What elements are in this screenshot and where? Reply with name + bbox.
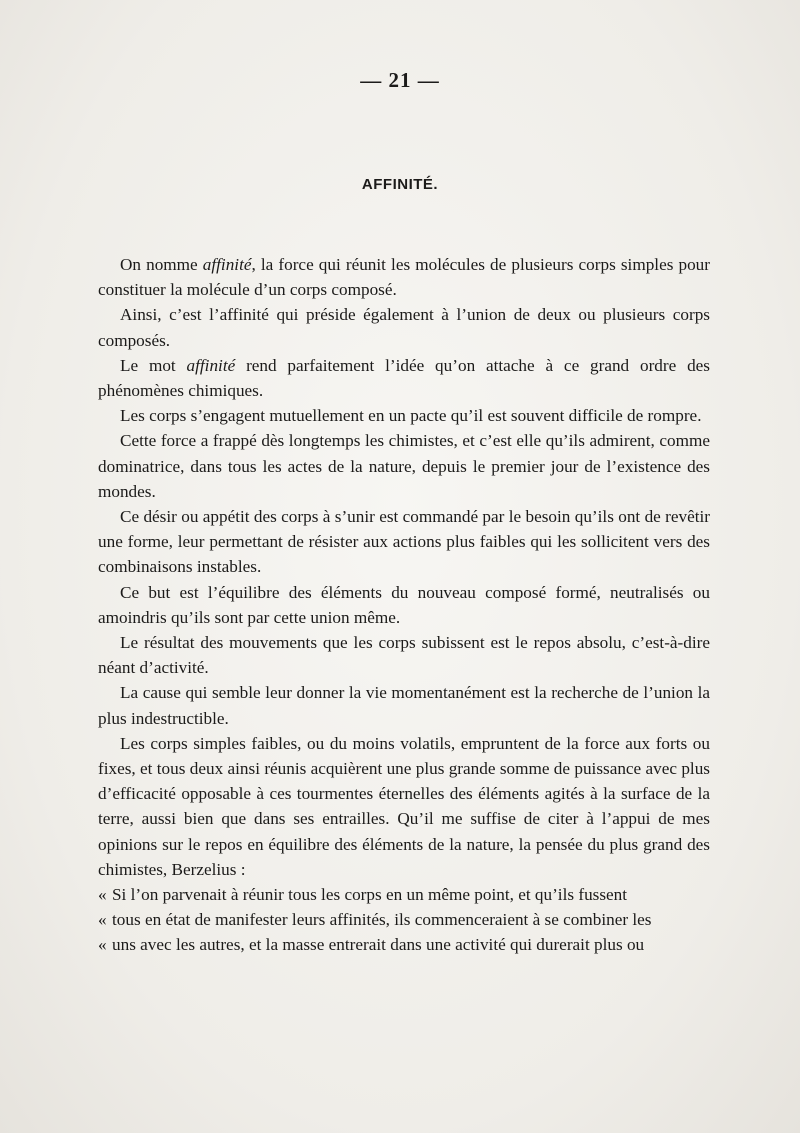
section-title: AFFINITÉ. bbox=[361, 176, 439, 193]
quote bbox=[98, 882, 710, 958]
paragraph: Les corps s’engagent mutuellement en un pacte qu’il est souvent difficile de rompre. bbox=[120, 406, 702, 426]
quote-mark: « bbox=[98, 910, 107, 930]
body-text bbox=[98, 252, 710, 958]
page-number: — 21 — bbox=[360, 68, 440, 92]
quote-line: « tous en état de manifester leurs affinités, ils commenceraient à se combiner les bbox=[98, 907, 710, 932]
paragraph: Ainsi, c’est l’affinité qui préside également à l’union de deux ou plusieurs corps composés. bbox=[98, 305, 710, 350]
paragraph: Ce but est l’équilibre des éléments du nouveau composé formé, neutralisés ou amoindris qu’ils sont par cette union même. bbox=[98, 582, 710, 627]
quote-line: « uns avec les autres, et la masse entrerait dans une activité qui durerait plus ou bbox=[98, 932, 710, 957]
paragraph: Le mot affinité rend parfaitement l’idée qu’on attache à ce grand ordre des phénomènes chimiques. bbox=[98, 355, 710, 401]
paragraph: On nomme affinité, la force qui réunit les molécules de plusieurs corps simples pour constituer la molécule d’un corps composé. bbox=[98, 255, 710, 300]
paragraph: Ce désir ou appétit des corps à s’unir est commandé par le besoin qu’ils ont de revêtir une forme, leur permettant de résister aux actions plus faibles qui les sollicitent vers des combinaisons instables. bbox=[98, 507, 710, 577]
paragraph: Le résultat des mouvements que les corps subissent est le repos absolu, c’est-à-dire néant d’activité. bbox=[98, 633, 710, 678]
quote-mark: « bbox=[98, 935, 107, 955]
quote-line: « Si l’on parvenait à réunir tous les corps en un même point, et qu’ils fussent bbox=[98, 882, 710, 907]
paragraph: Les corps simples faibles, ou du moins volatils, empruntent de la force aux forts ou fixes, et tous deux ainsi réunis acquièrent une plus grande somme de puissance avec plus d’efficacité opposable à ces tourmentes éternelles des éléments agités à la surface de la terre, aussi bien que dans ses entrailles. Qu’il me suffise de citer à l’appui de mes opinions sur le repos en équilibre des éléments de la nature, la pensée du plus grand des chimistes, Berzelius : bbox=[98, 733, 710, 879]
paragraph: La cause qui semble leur donner la vie momentanément est la recherche de l’union la plus indestructible. bbox=[98, 683, 710, 728]
quote-mark: « bbox=[98, 885, 107, 905]
paragraph: Cette force a frappé dès longtemps les chimistes, et c’est elle qu’ils admirent, comme dominatrice, dans tous les actes de la nature, depuis le premier jour de l’existence des mondes. bbox=[98, 431, 710, 501]
